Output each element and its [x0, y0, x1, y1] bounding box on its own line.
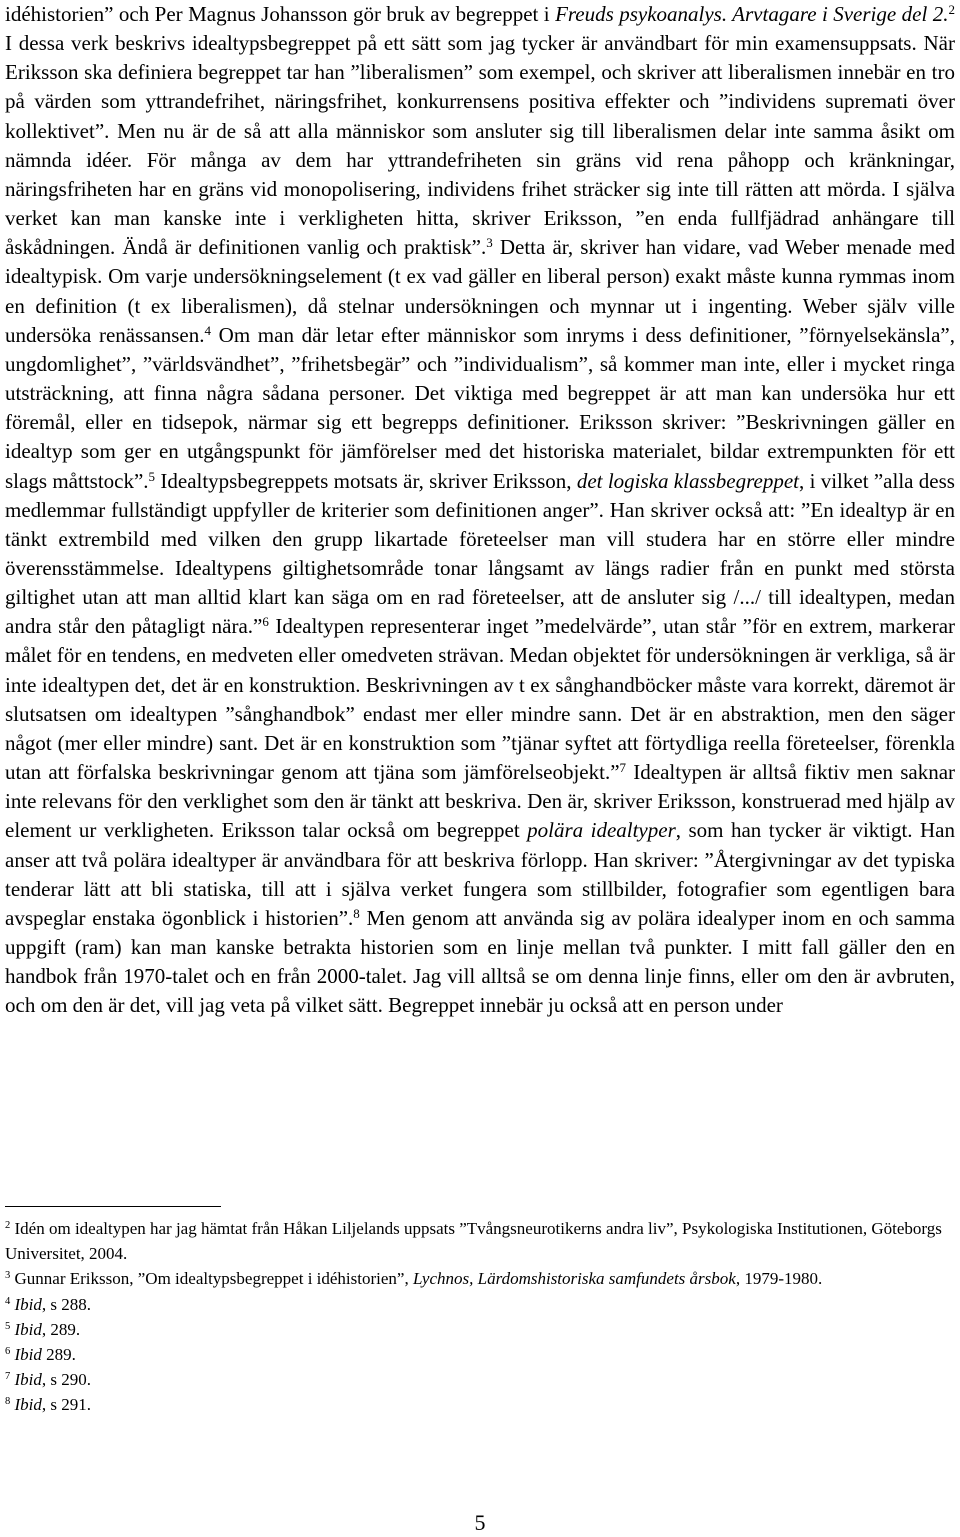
footnote-ref-4[interactable]: 4 [204, 322, 212, 338]
footnote-text: Gunnar Eriksson, ”Om idealtypsbegreppet i idéhistorien”, [14, 1269, 413, 1289]
footnote-ref-7[interactable]: 7 [619, 759, 627, 775]
footnote-italic: Ibid [14, 1395, 42, 1415]
footnote-ref-5[interactable]: 5 [148, 468, 156, 484]
body-paragraph [5, 0, 955, 1020]
italic-title: Freuds psykoanalys. Arvtagare i Sverige del 2. [555, 2, 949, 26]
footnote-3 [5, 1266, 955, 1291]
footnote-italic: Ibid [14, 1319, 42, 1339]
footnote-number: 4 [5, 1295, 11, 1307]
footnote-text: , s 291. [41, 1395, 92, 1415]
footnote-number: 7 [5, 1371, 11, 1383]
footnote-number: 2 [5, 1220, 11, 1232]
footnote-italic: Ibid [14, 1370, 42, 1390]
footnote-6 [5, 1342, 955, 1367]
footnote-number: 8 [5, 1396, 11, 1408]
text-run: Idealtypen är alltså fiktiv men saknar inte relevans för den verklighet som den är tänkt att beskriva. Den är, skriver Eriksson, konstruerad med hjälp av element ur verkligheten. Eriksson talar också om begreppet [5, 760, 956, 843]
footnote-ref-6[interactable]: 6 [262, 614, 269, 630]
footnote-8 [5, 1392, 955, 1417]
footnote-number: 3 [5, 1270, 11, 1282]
footnote-7 [5, 1367, 955, 1392]
footnotes [5, 1216, 955, 1418]
text-run: Om man där letar efter människor som inryms i dess definitioner, ”förnyelsekänsla”, ungdomlighet”, ”världsvändhet”, ”frihetsbegär” och ”individualism”, så kommer man inte, eller i mycket ringa utsträckning, att finna några sådana personer. Det viktiga med begreppet är att man kan undersöka hur ett föremål, eller en tidsepok, närmar sig ett begrepps definitioner. Eriksson skriver: ”Beskrivningen gäller en idealtyp som ger en utgångspunkt för jämförelser med det historiska materialet, bildar extrempunkten för ett slags måttstock”. [5, 322, 955, 493]
footnote-text: 289. [41, 1345, 76, 1365]
text-run: Detta är, skriver han vidare, vad Weber menade med idealtypisk. Om varje undersökningselement (t ex vad gäller en liberal person) exakt måste kunna rymmas inom en definition (t ex liberalismen), då stelnar undersökningen och mynnar ut i ingenting. Weber själv ville undersöka renässansen. [5, 235, 955, 347]
footnote-ref-8[interactable]: 8 [353, 905, 360, 921]
italic-term: det logiska klassbegreppet [576, 468, 799, 493]
footnote-ref-2[interactable]: 2 [948, 1, 955, 17]
text-run: , i vilket ”alla dess medlemmar fullständigt uppfyller de kriterier som definitionen anger”. Han skriver också att: ”En idealtyp är en tänkt extrembild med vilken den grupp likartade företeelser man vill studera har en större eller mindre överensstämmelse. Idealtypens giltighetsområde tonar långsamt av längs radier från en punkt med största giltighet utan att man alltid klart kan säga om en rad företeelser, att de ansluter sig /.../ till idealtypen, medan andra står den påtagligt nära.” [5, 468, 955, 639]
text-run: Idealtypen representerar inget ”medelvärde”, utan står ”för en extrem, markerar målet för en tendens, en medveten eller omedveten strävan. Medan objektet för undersökningen är verkliga, så är inte idealtypen det, det är en konstruktion. Beskrivningen av t ex sånghandböcker måste vara korrekt, däremot är slutsatsen om idealtypen ”sånghandbok” endast mer eller mindre sann. Det är en abstraktion, men den säger något (mer eller mindre) sant. Det är en konstruktion som ”tjänar syftet att förtydliga reella företeelser, förenkla utan att förfalska beskrivningar genom att tjäna som jämförelseobjekt.” [5, 614, 956, 785]
footnote-text: Idén om idealtypen har jag hämtat från Håkan Liljelands uppsats ”Tvångsneurotikerns andra liv”, Psykologiska Institutionen, Göteborgs Universitet, 2004. [5, 1219, 942, 1264]
footnote-italic: Lychnos, Lärdomshistoriska samfundets årsbok [412, 1269, 736, 1289]
text-run: , som han tycker är viktigt. Han anser att två polära idealtyper är användbara för att beskriva förlopp. Han skriver: ”Återgivningar av det typiska tenderar lätt att bli statiska, till att i själva verket fungera som stillbilder, fotografier som egentligen bara avspeglar enstaka ögonblick i historien”. [5, 818, 955, 930]
footnote-italic: Ibid [14, 1294, 42, 1314]
footnote-ref-3[interactable]: 3 [486, 235, 493, 251]
footnote-5 [5, 1317, 955, 1342]
footnote-italic: Ibid [14, 1345, 42, 1365]
footnote-2 [5, 1216, 955, 1266]
footnote-text: , 1979-1980. [735, 1269, 823, 1289]
page-number: 5 [474, 1510, 486, 1535]
italic-term: polära idealtyper [527, 818, 676, 843]
text-run: idéhistorien” och Per Magnus Johansson gör bruk av begreppet i [5, 2, 556, 26]
footnote-text: , s 290. [41, 1370, 92, 1390]
document-page [5, 0, 955, 1537]
text-run: I dessa verk beskrivs idealtypsbegreppet på ett sätt som jag tycker är användbart för min examensuppsats. När Eriksson ska definiera begreppet tar han ”liberalismen” som exempel, och skriver att liberalismen innebär en tro på värden som yttrandefrihet, näringsfrihet, konkurrensens positiva effekter och ”individens suprematі över kollektivet”. Men nu är de så att alla människor som ansluter sig till liberalismen delar inte samma åsikt om nämnda idéer. För många av dem har yttrandefriheten sin gräns vid rena påhopp och kränkningar, näringsfriheten har en gräns vid monopolisering, individens frihet sträcker sig inte till rätten att mörda. I själva verket kan man kanske inte i verkligheten hitta, skriver Eriksson, ”en enda fullfjädrad anhängare till åskådningen. Ändå är definitionen vanlig och praktisk”. [5, 31, 955, 260]
footnote-separator [5, 1206, 221, 1207]
footnote-number: 5 [5, 1321, 11, 1333]
text-run: Men genom att använda sig av polära idealyper inom en och samma uppgift (ram) kan man kanske betrakta historien som en linje mellan två punkter. I mitt fall gäller den en handbok från 1970-talet och en från 2000-talet. Jag vill alltså se om denna linje finns, eller om den är avbruten, och om den är det, vill jag veta på vilket sätt. Begreppet innebär ju också att en person under [5, 905, 955, 1018]
footnote-text: , s 288. [41, 1294, 92, 1314]
footnote-text: , 289. [41, 1319, 81, 1339]
footnote-number: 6 [5, 1346, 11, 1358]
footnote-4 [5, 1292, 955, 1317]
text-run: Idealtypsbegreppets motsats är, skriver Eriksson, [155, 468, 577, 493]
